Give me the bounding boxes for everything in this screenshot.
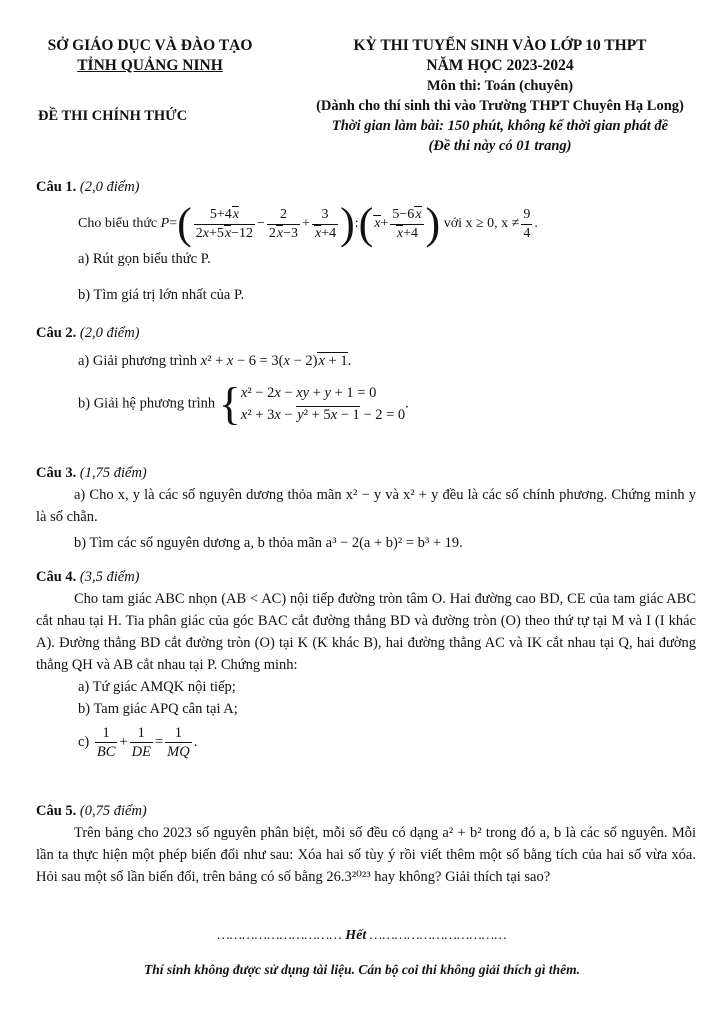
question-3	[36, 462, 696, 554]
q4-points: (3,5 điểm)	[79, 569, 140, 585]
province-name: TỈNH QUẢNG NINH	[77, 57, 223, 74]
q4-part-b: b) Tam giác APQ cân tại A;	[78, 701, 238, 717]
q3-title: Câu 3.	[36, 465, 77, 481]
question-1	[36, 176, 696, 306]
header-right	[285, 36, 715, 156]
q2-part-a: a) Giải phương trình x² + x − 6 = 3(x − 2)x + 1.	[78, 353, 352, 369]
q5-body: Trên bảng cho 2023 số nguyên phân biệt, mỗi số đều có dạng a² + b² trong đó a, b là các số nguyên. Mỗi lần ta thực hiện một phép biến đổi như sau: Xóa hai số tùy ý rồi viết thêm một số bằng tích của hai số vừa xóa. Hỏi sau một số lần biến đổi, trên bảng có số bằng 26.3²⁰²³ hay không? Giải thích tại sao?	[36, 825, 696, 885]
time-limit: Thời gian làm bài: 150 phút, không kể thời gian phát đề	[331, 118, 669, 134]
end-text: Hết	[345, 928, 367, 943]
q2-points: (2,0 điểm)	[79, 325, 140, 341]
q2-part-b: b) Giải hệ phương trình { x² − 2x − xy + y + 1 = 0 x² + 3x − y² + 5x − 1 − 2 = 0 .	[78, 378, 409, 429]
department-name: SỞ GIÁO DỤC VÀ ĐÀO TẠO	[47, 37, 253, 54]
question-4	[36, 566, 696, 761]
footer-note: Thí sinh không được sử dụng tài liệu. Cán bộ coi thi không giải thích gì thêm.	[143, 962, 581, 977]
q4-body: Cho tam giác ABC nhọn (AB < AC) nội tiếp đường tròn tâm O. Hai đường cao BD, CE của tam giác ABC cắt nhau tại H. Tia phân giác của góc BAC cắt đường thẳng BD và đường tròn (O) theo thứ tự tại M và I (I khác A). Đường thẳng BD cắt đường tròn (O) tại K (K khác B), hai đường thẳng AC và IK cắt nhau tại Q, hai đường thẳng QH và AB cắt nhau tại P. Chứng minh:	[36, 591, 696, 673]
q4-c-label: c)	[78, 733, 90, 750]
exam-title: KỲ THI TUYỂN SINH VÀO LỚP 10 THPT	[353, 37, 647, 54]
audience: (Dành cho thí sinh thi vào Trường THPT Chuyên Hạ Long)	[316, 98, 684, 114]
q1-expression: Cho biểu thức P=( $\frac{5+4x}{2x+5x-12}$ − $\frac{2}{2x-3}$ + $\frac{3}{x+4}$ ):(x+ $\frac{5-6x}{x+4}$ ) với x ≥ 0, x ≠ $\frac{9}{4}$ .	[78, 199, 538, 248]
q1-intro: Cho biểu thức	[78, 216, 158, 232]
q5-title: Câu 5.	[36, 803, 77, 819]
q4-part-a: a) Tứ giác AMQK nội tiếp;	[78, 679, 236, 695]
q2-title: Câu 2.	[36, 325, 77, 341]
header-left	[30, 36, 270, 76]
q3-points: (1,75 điểm)	[79, 465, 147, 481]
question-2	[36, 322, 696, 429]
subject: Môn thi: Toán (chuyên)	[426, 78, 574, 94]
official-label: ĐỀ THI CHÍNH THỨC	[38, 108, 188, 124]
q1-title: Câu 1.	[36, 179, 77, 195]
q5-points: (0,75 điểm)	[79, 803, 147, 819]
page-count: (Đề thi này có 01 trang)	[428, 138, 572, 154]
q4-title: Câu 4.	[36, 569, 77, 585]
q4-part-c: c) $\frac{1}{BC}$ + $\frac{1}{DE}$ = $\frac{1}{MQ}$ .	[78, 725, 198, 760]
q1-condition: với x ≥ 0, x ≠	[443, 216, 520, 232]
q2-a-text: a) Giải phương trình	[78, 353, 198, 369]
school-year: NĂM HỌC 2023-2024	[426, 57, 574, 74]
question-5	[36, 800, 696, 888]
q1-part-b: b) Tìm giá trị lớn nhất của P.	[78, 287, 245, 303]
q2-b-text: b) Giải hệ phương trình	[78, 395, 216, 412]
q1-points: (2,0 điểm)	[79, 179, 140, 195]
q1-part-a: a) Rút gọn biểu thức P.	[78, 251, 211, 267]
q3-part-b: b) Tìm các số nguyên dương a, b thỏa mãn a³ − 2(a + b)² = b³ + 19.	[74, 535, 463, 551]
q3-part-a: a) Cho x, y là các số nguyên dương thỏa mãn x² − y và x² + y đều là các số chính phương. Chứng minh y là số chẵn.	[36, 487, 696, 525]
end-marker: ………………………… Hết ……………………………	[217, 928, 507, 943]
